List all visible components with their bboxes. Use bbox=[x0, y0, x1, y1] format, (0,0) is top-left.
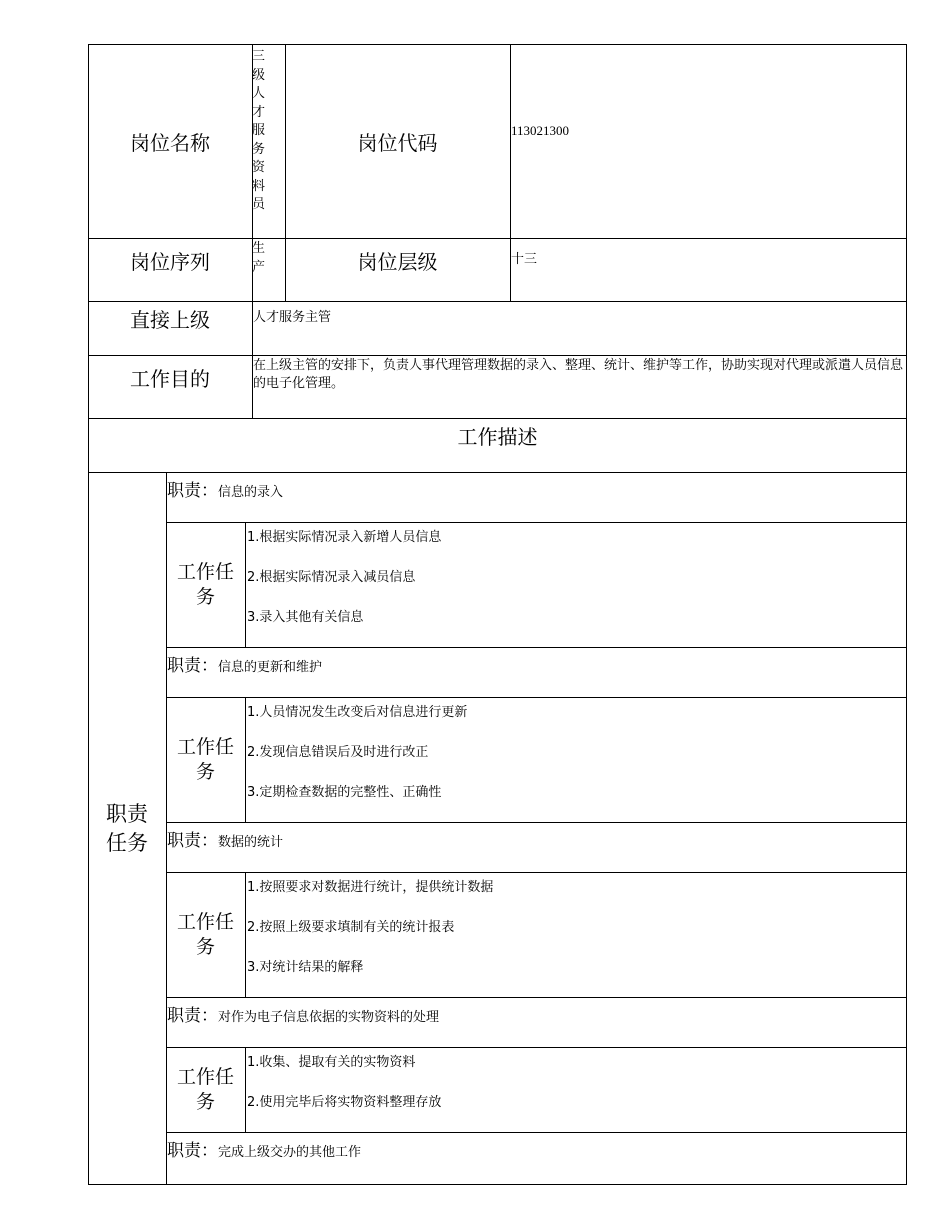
task-label-cell bbox=[166, 1047, 245, 1132]
task-label-cell bbox=[166, 522, 245, 647]
task-item: 1.根据实际情况录入新增人员信息 bbox=[247, 530, 442, 545]
task-label: 工作任务 bbox=[176, 735, 234, 783]
divider bbox=[245, 522, 246, 648]
duty-text: 信息的录入 bbox=[218, 485, 284, 500]
duty-prefix: 职责： bbox=[167, 1141, 218, 1161]
duty-prefix: 职责： bbox=[167, 1006, 218, 1026]
sequence-label: 岗位序列 bbox=[130, 249, 210, 274]
divider bbox=[166, 1047, 907, 1048]
level-value: 十三 bbox=[511, 252, 538, 267]
position-code-value: 113021300 bbox=[511, 123, 570, 138]
task-item: 1.收集、提取有关的实物资料 bbox=[247, 1055, 416, 1070]
task-item: 1.按照要求对数据进行统计，提供统计数据 bbox=[247, 880, 494, 895]
task-label: 工作任务 bbox=[176, 1065, 234, 1113]
divider bbox=[166, 522, 907, 523]
divider bbox=[166, 822, 907, 823]
task-item: 2.按照上级要求填制有关的统计报表 bbox=[247, 920, 455, 935]
duty-title bbox=[167, 1136, 361, 1161]
task-item: 3.定期检查数据的完整性、正确性 bbox=[247, 785, 442, 800]
divider bbox=[166, 1132, 907, 1133]
divider bbox=[245, 697, 246, 823]
task-item: 3.录入其他有关信息 bbox=[247, 610, 364, 625]
divider bbox=[88, 472, 907, 473]
duty-prefix: 职责： bbox=[167, 831, 218, 851]
duty-title bbox=[167, 476, 283, 501]
task-item: 2.使用完毕后将实物资料整理存放 bbox=[247, 1095, 442, 1110]
duty-text: 信息的更新和维护 bbox=[218, 660, 323, 675]
divider bbox=[166, 872, 907, 873]
task-item: 1.人员情况发生改变后对信息进行更新 bbox=[247, 705, 468, 720]
purpose-label: 工作目的 bbox=[130, 366, 210, 391]
duty-title bbox=[167, 826, 283, 851]
divider bbox=[166, 997, 907, 998]
duty-prefix: 职责： bbox=[167, 656, 218, 676]
task-item: 3.对统计结果的解释 bbox=[247, 960, 364, 975]
task-label: 工作任务 bbox=[176, 910, 234, 958]
side-label: 职责任务 bbox=[106, 801, 148, 855]
purpose-value: 在上级主管的安排下，负责人事代理管理数据的录入、整理、统计、维护等工作，协助实现对代理或派遣人员信息的电子化管理。 bbox=[253, 358, 904, 391]
task-item: 2.发现信息错误后及时进行改正 bbox=[247, 745, 429, 760]
superior-label: 直接上级 bbox=[130, 307, 210, 332]
position-code-label: 岗位代码 bbox=[357, 130, 438, 155]
duty-text: 完成上级交办的其他工作 bbox=[218, 1145, 362, 1160]
section-title: 工作描述 bbox=[457, 424, 538, 449]
task-label-cell bbox=[166, 872, 245, 997]
divider bbox=[166, 697, 907, 698]
side-label-cell bbox=[88, 472, 166, 1185]
level-label: 岗位层级 bbox=[357, 249, 438, 274]
task-label-cell bbox=[166, 697, 245, 822]
duty-text: 对作为电子信息依据的实物资料的处理 bbox=[218, 1010, 440, 1025]
position-name-value: 三级人才服务资料员 bbox=[252, 49, 266, 212]
position-name-label: 岗位名称 bbox=[130, 130, 210, 155]
duty-text: 数据的统计 bbox=[218, 835, 284, 850]
duty-title bbox=[167, 1001, 439, 1026]
duty-title bbox=[167, 651, 322, 676]
task-label: 工作任务 bbox=[176, 560, 234, 608]
divider bbox=[166, 647, 907, 648]
duty-prefix: 职责： bbox=[167, 481, 218, 501]
task-item: 2.根据实际情况录入减员信息 bbox=[247, 570, 416, 585]
superior-value: 人才服务主管 bbox=[253, 310, 332, 325]
divider bbox=[245, 872, 246, 998]
sequence-value: 生产 bbox=[252, 241, 266, 275]
divider bbox=[245, 1047, 246, 1133]
